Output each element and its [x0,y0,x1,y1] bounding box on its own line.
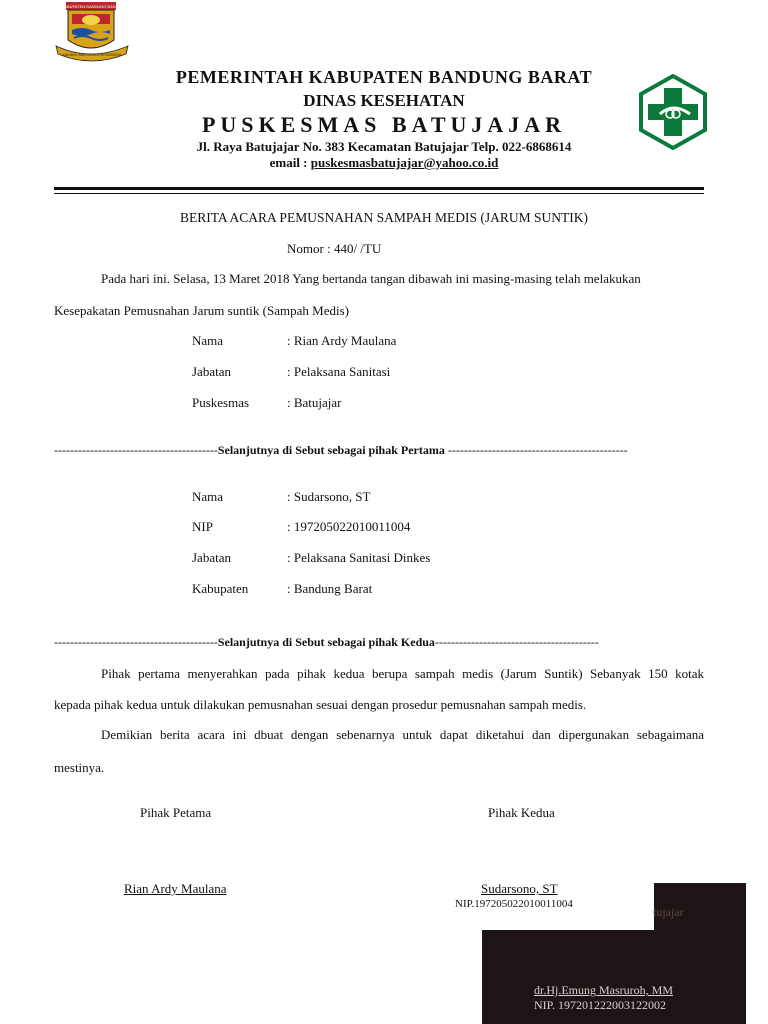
separator-party2-text: Selanjutnya di Sebut sebagai pihak Kedua [217,635,435,649]
svg-text:MAHAYU MAHYA KERTA RAHARJA: MAHAYU MAHYA KERTA RAHARJA [62,53,122,57]
email-link[interactable]: puskesmasbatujajar@yahoo.co.id [310,155,499,170]
email-label: email : [269,155,311,170]
signature-right-title: Pihak Kedua [488,805,555,820]
separator-dashes-left: ----------------------------------------- [54,443,218,457]
document-number: Nomor : 440/ /TU [287,241,382,256]
svg-text:KABUPATEN BANDUNG BARAT: KABUPATEN BANDUNG BARAT [61,4,121,9]
party2-value-regency: : Bandung Barat [287,581,373,596]
body-paragraph-1-line-2: kepada pihak kedua untuk dilakukan pemusnahan sesuai dengan prosedur pemusnahan sampah medis. [54,697,587,712]
party2-label-nip: NIP [192,519,213,534]
head-official-nip: NIP. 197201222003122002 [534,998,667,1012]
party2-label-position: Jabatan [192,550,231,565]
party2-value-name: : Sudarsono, ST [287,489,371,504]
document-title: BERITA ACARA PEMUSNAHAN SAMPAH MEDIS (JARUM SUNTIK) [180,210,588,225]
partial-location-text: tujajar [653,905,684,919]
body-paragraph-1-line-1: Pihak pertama menyerahkan pada pihak kedua berupa sampah medis (Jarum Suntik) Sebanyak 150 kotak [101,666,704,681]
party1-label-position: Jabatan [192,364,231,379]
signature-left-title: Pihak Petama [140,805,212,820]
party1-value-puskesmas: : Batujajar [287,395,342,410]
kbb-emblem-logo [52,0,132,66]
party1-label-puskesmas: Puskesmas [192,395,250,410]
party2-value-position: : Pelaksana Sanitasi Dinkes [287,550,431,565]
party1-value-name: : Rian Ardy Maulana [287,333,397,348]
header-puskesmas: PUSKESMAS BATUJAJAR [201,112,567,137]
header-divider-thick [54,187,704,190]
separator-party1 [54,443,628,458]
header-email-line [0,155,768,171]
header-government: PEMERINTAH KABUPATEN BANDUNG BARAT [175,67,593,87]
body-paragraph-2-line-2: mestinya. [54,760,105,775]
party2-label-regency: Kabupaten [192,581,249,596]
party2-label-name: Nama [192,489,224,504]
signature-left-name: Rian Ardy Maulana [124,881,227,896]
intro-line-2: Kesepakatan Pemusnahan Jarum suntik (Sampah Medis) [54,303,349,318]
separator-dashes-right: --------------------------------------------- [444,443,628,457]
intro-line-1: Pada hari ini. Selasa, 13 Maret 2018 Yang bertanda tangan dibawah ini masing-masing telah melakukan [101,271,641,286]
signature-right-nip: NIP.197205022010011004 [455,898,573,910]
header-divider-thin [54,193,704,194]
party1-label-name: Nama [192,333,224,348]
separator-party2 [54,635,599,650]
party2-value-nip: : 197205022010011004 [287,519,411,534]
separator-party1-text: Selanjutnya di Sebut sebagai pihak Pertama [217,443,445,457]
party1-value-position: : Pelaksana Sanitasi [287,364,391,379]
header-department: DINAS KESEHATAN [303,91,465,110]
separator-dashes-left: ----------------------------------------- [54,635,218,649]
head-official-name: dr.Hj.Emung Masruroh, MM [534,983,673,997]
separator-dashes-right: ----------------------------------------- [434,635,599,649]
header-address: Jl. Raya Batujajar No. 383 Kecamatan Batujajar Telp. 022-6868614 [196,139,572,154]
signature-right-name: Sudarsono, ST [481,881,558,896]
body-paragraph-2-line-1: Demikian berita acara ini dbuat dengan sebenarnya untuk dapat diketahui dan dipergunakan sebagaimana [101,727,704,742]
